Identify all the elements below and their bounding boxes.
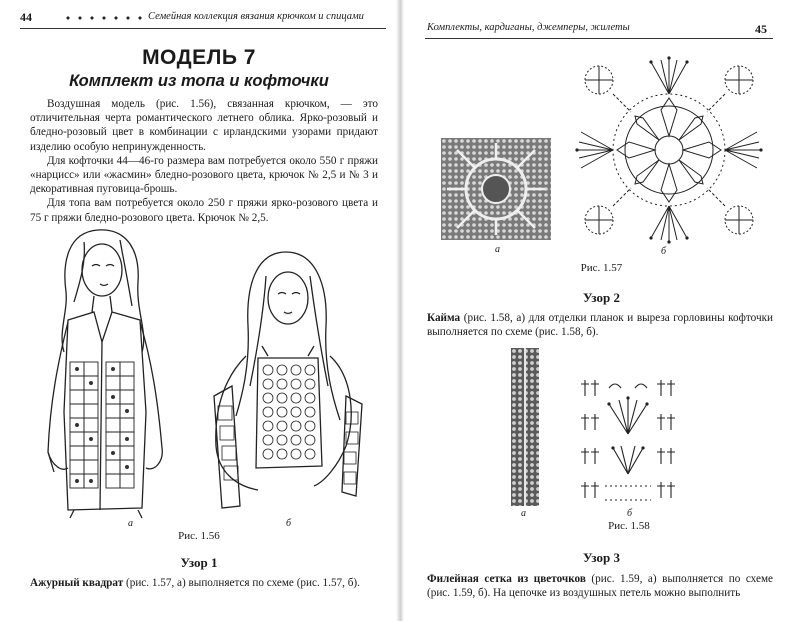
right-page-number: 45 [755, 22, 767, 36]
crochet-square-photo [441, 138, 551, 240]
crochet-square-chart [571, 54, 767, 244]
pattern-3-heading: Узор 3 [582, 550, 621, 565]
intro-text [30, 97, 378, 225]
figure-1-56-letter-a: а [128, 518, 133, 529]
figure-1-58-letter-b: б [627, 508, 633, 519]
figure-1-56-caption: Рис. 1.56 [178, 530, 220, 542]
left-header-rule [20, 28, 386, 29]
figure-1-57-letter-a: а [495, 244, 500, 255]
right-page [403, 0, 800, 621]
pattern-2-text [427, 311, 773, 339]
header-dots-ornament [62, 16, 146, 20]
pattern-1-heading: Узор 1 [180, 555, 218, 570]
pattern-1-lead: Ажурный квадрат [30, 577, 124, 589]
pattern-3-description: (рис. 1.59, а) выполняется по схеме (рис. 1.59, б). На цепочке из воздушных петель можно выполнить [427, 573, 773, 600]
intro-paragraph-1: Воздушная модель (рис. 1.56), связанная крючком, — это отличительная черта романтического летнего облика. Ярко-розовый и бледно-розовый цвет в комбинации с ирландскими узорами придают изделию особую непринужденность. [30, 98, 378, 153]
pattern-1-text [30, 576, 380, 590]
pattern-3-text [427, 572, 773, 600]
model-subtitle: Комплект из топа и кофточки [69, 72, 329, 90]
left-page-number: 44 [20, 10, 32, 24]
figure-1-56-letter-b: б [286, 518, 292, 529]
figure-1-58-letter-a: а [521, 508, 526, 519]
intro-paragraph-2: Для кофточки 44—46-го размера вам потребуется около 550 г пряжи «нарцисс» или «жасмин» бледно-розового цвета, крючок № 2,5 и № 3 и декоративная пуговица-брошь. [30, 154, 378, 196]
right-header-rule [425, 38, 773, 39]
intro-paragraph-3: Для топа вам потребуется около 250 г пряжи ярко-розового цвета и 75 г пряжи бледно-розового цвета. Крючок № 2,5. [30, 197, 378, 224]
figure-1-57-letter-b: б [661, 246, 667, 257]
pattern-3-lead: Филейная сетка из цветочков [427, 573, 586, 585]
top-illustration [206, 246, 376, 514]
edging-chart [579, 374, 677, 506]
figure-1-57-caption: Рис. 1.57 [580, 262, 623, 274]
model-title: МОДЕЛЬ 7 [142, 46, 256, 69]
left-running-header: Семейная коллекция вязания крючком и спицами [148, 11, 364, 22]
right-running-header: Комплекты, кардиганы, джемперы, жилеты [427, 22, 630, 33]
pattern-1-description: (рис. 1.57, а) выполняется по схеме (рис. 1.57, б). [123, 577, 360, 589]
pattern-2-heading: Узор 2 [582, 290, 621, 305]
cardigan-illustration [28, 222, 204, 520]
left-page [0, 0, 398, 621]
pattern-2-description: (рис. 1.58, а) для отделки планок и выреза горловины кофточки выполняется по схеме (рис. 1.58, б). [427, 312, 773, 339]
pattern-2-lead: Кайма [427, 312, 461, 324]
edging-strip-photo [511, 348, 539, 506]
figure-1-58-caption: Рис. 1.58 [608, 520, 650, 532]
